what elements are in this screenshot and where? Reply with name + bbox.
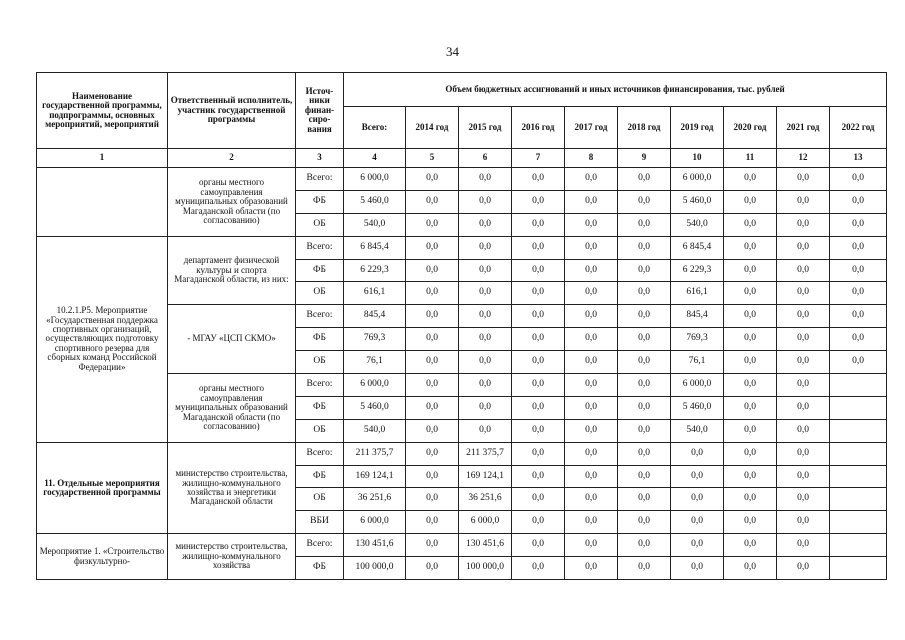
executor-cell: министерство строительства, жилищно-коммунального хозяйства и энергетики Магаданской области xyxy=(168,442,296,534)
year-value-cell: 0,0 xyxy=(830,213,887,236)
year-value-cell: 0,0 xyxy=(777,305,830,328)
year-value-cell: 0,0 xyxy=(724,488,777,511)
year-value-cell: 0,0 xyxy=(512,374,565,397)
funding-source-cell: Всего: xyxy=(296,168,344,191)
year-value-cell: 0,0 xyxy=(512,282,565,305)
header-year-col: 2018 год xyxy=(618,107,671,149)
year-value-cell: 0,0 xyxy=(565,213,618,236)
year-value-cell: 845,4 xyxy=(671,305,724,328)
funding-source-cell: ФБ xyxy=(296,465,344,488)
funding-source-cell: ВБИ xyxy=(296,511,344,534)
year-value-cell: 0,0 xyxy=(618,488,671,511)
year-value-cell: 0,0 xyxy=(406,213,459,236)
year-value-cell: 0,0 xyxy=(565,465,618,488)
year-value-cell: 0,0 xyxy=(406,190,459,213)
year-value-cell: 0,0 xyxy=(406,305,459,328)
year-value-cell xyxy=(830,557,887,580)
year-value-cell: 0,0 xyxy=(777,190,830,213)
year-value-cell: 0,0 xyxy=(671,557,724,580)
year-value-cell: 0,0 xyxy=(671,511,724,534)
year-value-cell: 0,0 xyxy=(565,374,618,397)
year-value-cell: 0,0 xyxy=(565,282,618,305)
year-value-cell: 0,0 xyxy=(565,328,618,351)
total-value-cell: 211 375,7 xyxy=(344,442,406,465)
header-executor-col: Ответственный исполнитель, участник государственной программы xyxy=(168,73,296,149)
executor-cell: - МГАУ «ЦСП СКМО» xyxy=(168,305,296,374)
column-index-cell: 4 xyxy=(344,149,406,168)
year-value-cell: 0,0 xyxy=(777,374,830,397)
year-value-cell: 0,0 xyxy=(777,534,830,557)
year-value-cell: 0,0 xyxy=(777,465,830,488)
funding-source-cell: ОБ xyxy=(296,419,344,442)
year-value-cell: 0,0 xyxy=(406,236,459,259)
year-value-cell: 0,0 xyxy=(830,282,887,305)
year-value-cell: 0,0 xyxy=(512,328,565,351)
year-value-cell: 0,0 xyxy=(724,396,777,419)
year-value-cell xyxy=(830,488,887,511)
year-value-cell: 540,0 xyxy=(671,419,724,442)
executor-cell: министерство строительства, жилищно-коммунального хозяйства xyxy=(168,534,296,580)
year-value-cell: 0,0 xyxy=(777,236,830,259)
year-value-cell: 0,0 xyxy=(830,305,887,328)
year-value-cell: 0,0 xyxy=(724,168,777,191)
year-value-cell: 0,0 xyxy=(724,374,777,397)
year-value-cell: 0,0 xyxy=(406,557,459,580)
table-row xyxy=(37,236,887,259)
year-value-cell xyxy=(830,511,887,534)
total-value-cell: 36 251,6 xyxy=(344,488,406,511)
year-value-cell: 0,0 xyxy=(618,236,671,259)
year-value-cell xyxy=(830,374,887,397)
year-value-cell: 0,0 xyxy=(565,442,618,465)
year-value-cell: 0,0 xyxy=(777,442,830,465)
year-value-cell: 0,0 xyxy=(512,259,565,282)
funding-source-cell: ФБ xyxy=(296,396,344,419)
funding-source-cell: ОБ xyxy=(296,282,344,305)
total-value-cell: 76,1 xyxy=(344,351,406,374)
year-value-cell: 0,0 xyxy=(724,328,777,351)
year-value-cell: 0,0 xyxy=(512,511,565,534)
funding-source-cell: Всего: xyxy=(296,236,344,259)
column-index-cell: 5 xyxy=(406,149,459,168)
year-value-cell: 0,0 xyxy=(406,259,459,282)
year-value-cell: 100 000,0 xyxy=(459,557,512,580)
measure-name-cell: 11. Отдельные мероприятия государственной программы xyxy=(37,442,168,534)
year-value-cell: 769,3 xyxy=(671,328,724,351)
year-value-cell: 0,0 xyxy=(671,534,724,557)
year-value-cell: 0,0 xyxy=(512,305,565,328)
total-value-cell: 6 229,3 xyxy=(344,259,406,282)
column-index-cell: 2 xyxy=(168,149,296,168)
year-value-cell: 0,0 xyxy=(724,419,777,442)
year-value-cell: 0,0 xyxy=(724,511,777,534)
funding-source-cell: ОБ xyxy=(296,351,344,374)
table-row xyxy=(37,534,887,557)
year-value-cell xyxy=(830,465,887,488)
table-row xyxy=(37,168,887,191)
total-value-cell: 169 124,1 xyxy=(344,465,406,488)
column-index-cell: 6 xyxy=(459,149,512,168)
year-value-cell: 0,0 xyxy=(618,259,671,282)
year-value-cell: 0,0 xyxy=(777,419,830,442)
year-value-cell: 0,0 xyxy=(777,488,830,511)
year-value-cell: 0,0 xyxy=(830,328,887,351)
year-value-cell: 5 460,0 xyxy=(671,396,724,419)
year-value-cell: 5 460,0 xyxy=(671,190,724,213)
funding-source-cell: Всего: xyxy=(296,374,344,397)
year-value-cell: 0,0 xyxy=(406,396,459,419)
funding-source-cell: ФБ xyxy=(296,557,344,580)
year-value-cell: 0,0 xyxy=(671,442,724,465)
total-value-cell: 540,0 xyxy=(344,419,406,442)
column-index-cell: 10 xyxy=(671,149,724,168)
year-value-cell: 0,0 xyxy=(406,534,459,557)
column-index-cell: 7 xyxy=(512,149,565,168)
year-value-cell: 0,0 xyxy=(671,488,724,511)
header-year-col: 2019 год xyxy=(671,107,724,149)
year-value-cell: 0,0 xyxy=(724,259,777,282)
year-value-cell: 0,0 xyxy=(406,442,459,465)
year-value-cell: 0,0 xyxy=(724,557,777,580)
year-value-cell: 0,0 xyxy=(618,213,671,236)
year-value-cell: 0,0 xyxy=(512,168,565,191)
year-value-cell: 0,0 xyxy=(512,488,565,511)
year-value-cell: 0,0 xyxy=(459,328,512,351)
year-value-cell: 0,0 xyxy=(724,465,777,488)
year-value-cell: 0,0 xyxy=(618,328,671,351)
funding-source-cell: ФБ xyxy=(296,190,344,213)
year-value-cell: 0,0 xyxy=(512,190,565,213)
year-value-cell xyxy=(830,419,887,442)
total-value-cell: 5 460,0 xyxy=(344,396,406,419)
total-value-cell: 6 000,0 xyxy=(344,511,406,534)
column-index-cell: 11 xyxy=(724,149,777,168)
year-value-cell: 0,0 xyxy=(777,282,830,305)
year-value-cell: 6 000,0 xyxy=(459,511,512,534)
year-value-cell: 0,0 xyxy=(565,534,618,557)
header-year-col: 2020 год xyxy=(724,107,777,149)
year-value-cell xyxy=(830,396,887,419)
year-value-cell: 0,0 xyxy=(406,488,459,511)
year-value-cell: 36 251,6 xyxy=(459,488,512,511)
year-value-cell: 0,0 xyxy=(724,351,777,374)
year-value-cell: 0,0 xyxy=(830,190,887,213)
year-value-cell: 0,0 xyxy=(406,511,459,534)
page-number: 34 xyxy=(446,44,459,59)
year-value-cell: 0,0 xyxy=(565,259,618,282)
year-value-cell: 0,0 xyxy=(830,168,887,191)
total-value-cell: 540,0 xyxy=(344,213,406,236)
year-value-cell: 0,0 xyxy=(618,557,671,580)
column-index-cell: 1 xyxy=(37,149,168,168)
year-value-cell: 0,0 xyxy=(777,351,830,374)
year-value-cell: 0,0 xyxy=(830,259,887,282)
year-value-cell: 0,0 xyxy=(777,328,830,351)
year-value-cell: 211 375,7 xyxy=(459,442,512,465)
year-value-cell: 0,0 xyxy=(512,534,565,557)
funding-source-cell: ФБ xyxy=(296,328,344,351)
year-value-cell: 0,0 xyxy=(565,488,618,511)
year-value-cell: 0,0 xyxy=(459,190,512,213)
year-value-cell: 0,0 xyxy=(406,465,459,488)
year-value-cell: 0,0 xyxy=(459,213,512,236)
year-value-cell: 0,0 xyxy=(565,190,618,213)
year-value-cell: 0,0 xyxy=(459,282,512,305)
year-value-cell: 0,0 xyxy=(565,351,618,374)
year-value-cell: 0,0 xyxy=(777,168,830,191)
year-value-cell: 0,0 xyxy=(459,168,512,191)
year-value-cell: 0,0 xyxy=(777,511,830,534)
year-value-cell: 0,0 xyxy=(459,305,512,328)
header-year-col: 2021 год xyxy=(777,107,830,149)
executor-cell: департамент физической культуры и спорта Магаданской области, из них: xyxy=(168,236,296,305)
year-value-cell: 616,1 xyxy=(671,282,724,305)
column-index-cell: 3 xyxy=(296,149,344,168)
total-value-cell: 769,3 xyxy=(344,328,406,351)
year-value-cell: 0,0 xyxy=(512,442,565,465)
year-value-cell: 76,1 xyxy=(671,351,724,374)
table-row xyxy=(37,442,887,465)
year-value-cell: 0,0 xyxy=(406,419,459,442)
year-value-cell xyxy=(830,442,887,465)
year-value-cell: 0,0 xyxy=(406,374,459,397)
column-index-cell: 12 xyxy=(777,149,830,168)
year-value-cell: 0,0 xyxy=(512,557,565,580)
year-value-cell: 0,0 xyxy=(565,305,618,328)
header-year-col: 2017 год xyxy=(565,107,618,149)
year-value-cell: 0,0 xyxy=(618,351,671,374)
year-value-cell: 0,0 xyxy=(724,442,777,465)
year-value-cell: 0,0 xyxy=(512,465,565,488)
year-value-cell: 0,0 xyxy=(830,351,887,374)
year-value-cell: 0,0 xyxy=(512,419,565,442)
header-year-col: 2015 год xyxy=(459,107,512,149)
year-value-cell: 0,0 xyxy=(512,351,565,374)
year-value-cell: 0,0 xyxy=(618,396,671,419)
year-value-cell: 0,0 xyxy=(777,259,830,282)
year-value-cell: 540,0 xyxy=(671,213,724,236)
executor-cell: органы местного самоуправления муниципальных образований Магаданской области (по согласованию) xyxy=(168,374,296,443)
year-value-cell: 0,0 xyxy=(618,374,671,397)
header-volume-col: Объем бюджетных ассигнований и иных источников финансирования, тыс. рублей xyxy=(344,73,887,107)
measure-name-cell: Мероприятие 1. «Строительство физкультурно- xyxy=(37,534,168,580)
measure-name-cell xyxy=(37,168,168,237)
year-value-cell: 0,0 xyxy=(406,282,459,305)
measure-name-cell: 10.2.1.Р5. Мероприятие «Государственная поддержка спортивных организаций, осуществляющих подготовку спортивного резерва для сборных команд Российской Федерации» xyxy=(37,236,168,442)
year-value-cell: 0,0 xyxy=(618,282,671,305)
year-value-cell: 0,0 xyxy=(565,236,618,259)
year-value-cell: 0,0 xyxy=(406,351,459,374)
year-value-cell xyxy=(830,534,887,557)
column-index-cell: 8 xyxy=(565,149,618,168)
year-value-cell: 130 451,6 xyxy=(459,534,512,557)
total-value-cell: 6 845,4 xyxy=(344,236,406,259)
year-value-cell: 0,0 xyxy=(406,168,459,191)
year-value-cell: 0,0 xyxy=(565,396,618,419)
year-value-cell: 0,0 xyxy=(565,557,618,580)
year-value-cell: 0,0 xyxy=(618,305,671,328)
total-value-cell: 5 460,0 xyxy=(344,190,406,213)
year-value-cell: 0,0 xyxy=(724,534,777,557)
year-value-cell: 6 845,4 xyxy=(671,236,724,259)
funding-source-cell: Всего: xyxy=(296,305,344,328)
year-value-cell: 0,0 xyxy=(777,396,830,419)
year-value-cell: 0,0 xyxy=(724,282,777,305)
header-year-col: 2022 год xyxy=(830,107,887,149)
funding-source-cell: ОБ xyxy=(296,488,344,511)
year-value-cell: 0,0 xyxy=(618,511,671,534)
funding-source-cell: Всего: xyxy=(296,534,344,557)
budget-table xyxy=(36,72,887,580)
funding-source-cell: ФБ xyxy=(296,259,344,282)
year-value-cell: 0,0 xyxy=(724,236,777,259)
year-value-cell: 0,0 xyxy=(459,259,512,282)
year-value-cell: 0,0 xyxy=(777,213,830,236)
year-value-cell: 0,0 xyxy=(512,213,565,236)
year-value-cell: 0,0 xyxy=(724,190,777,213)
year-value-cell: 0,0 xyxy=(724,213,777,236)
total-value-cell: 845,4 xyxy=(344,305,406,328)
year-value-cell: 0,0 xyxy=(459,351,512,374)
year-value-cell: 0,0 xyxy=(459,236,512,259)
total-value-cell: 6 000,0 xyxy=(344,374,406,397)
header-year-col: 2014 год xyxy=(406,107,459,149)
year-value-cell: 0,0 xyxy=(830,236,887,259)
total-value-cell: 616,1 xyxy=(344,282,406,305)
executor-cell: органы местного самоуправления муниципальных образований Магаданской области (по согласованию) xyxy=(168,168,296,237)
year-value-cell: 0,0 xyxy=(512,396,565,419)
year-value-cell: 0,0 xyxy=(459,396,512,419)
year-value-cell: 0,0 xyxy=(618,442,671,465)
total-value-cell: 130 451,6 xyxy=(344,534,406,557)
year-value-cell: 0,0 xyxy=(565,511,618,534)
funding-source-cell: ОБ xyxy=(296,213,344,236)
header-total-col: Всего: xyxy=(344,107,406,149)
year-value-cell: 0,0 xyxy=(459,374,512,397)
year-value-cell: 0,0 xyxy=(777,557,830,580)
year-value-cell: 0,0 xyxy=(618,534,671,557)
year-value-cell: 0,0 xyxy=(618,419,671,442)
total-value-cell: 100 000,0 xyxy=(344,557,406,580)
year-value-cell: 0,0 xyxy=(724,305,777,328)
year-value-cell: 0,0 xyxy=(618,465,671,488)
column-index-cell: 9 xyxy=(618,149,671,168)
year-value-cell: 0,0 xyxy=(565,168,618,191)
header-name-col: Наименование государственной программы, подпрограммы, основных мероприятий, мероприятий xyxy=(37,73,168,149)
year-value-cell: 0,0 xyxy=(671,465,724,488)
header-year-col: 2016 год xyxy=(512,107,565,149)
year-value-cell: 0,0 xyxy=(406,328,459,351)
year-value-cell: 6 229,3 xyxy=(671,259,724,282)
year-value-cell: 169 124,1 xyxy=(459,465,512,488)
funding-source-cell: Всего: xyxy=(296,442,344,465)
total-value-cell: 6 000,0 xyxy=(344,168,406,191)
year-value-cell: 0,0 xyxy=(618,168,671,191)
year-value-cell: 0,0 xyxy=(565,419,618,442)
year-value-cell: 0,0 xyxy=(618,190,671,213)
year-value-cell: 6 000,0 xyxy=(671,374,724,397)
year-value-cell: 6 000,0 xyxy=(671,168,724,191)
column-index-cell: 13 xyxy=(830,149,887,168)
year-value-cell: 0,0 xyxy=(512,236,565,259)
year-value-cell: 0,0 xyxy=(459,419,512,442)
header-source-col: Источ-ники финан-сиро-вания xyxy=(296,73,344,149)
